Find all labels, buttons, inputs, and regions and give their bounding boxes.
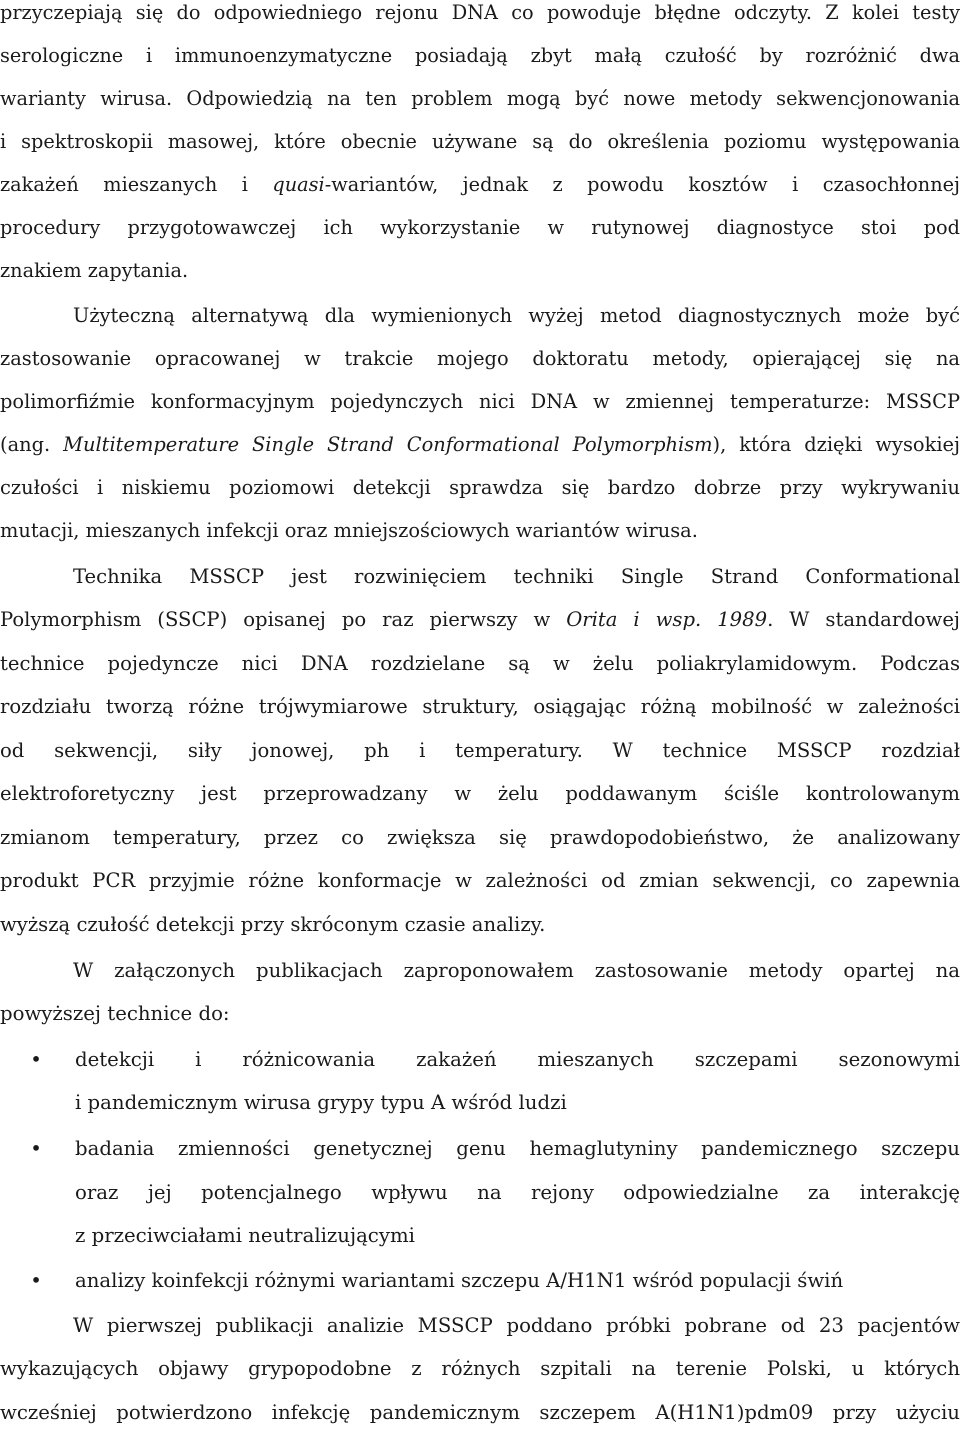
text-line — [0, 1306, 960, 1346]
text-line — [0, 818, 960, 858]
text-segment: wcześniej potwierdzono infekcję pandemicznym szczepem A(H1N1)pdm09 przy użyciu — [0, 1401, 960, 1424]
text-line — [0, 0, 960, 33]
italic-text: Orita i wsp. 1989 — [566, 608, 768, 631]
text-line — [0, 687, 960, 727]
text-line — [0, 951, 960, 991]
italic-text: quasi — [272, 173, 325, 196]
bullet-icon: • — [30, 1048, 42, 1071]
text-segment: polimorfiźmie konformacyjnym pojedynczych nici DNA w zmiennej temperaturze: MSSCP — [0, 390, 960, 413]
text-line — [0, 774, 960, 814]
text-line — [0, 994, 960, 1034]
text-segment: procedury przygotowawczej ich wykorzystanie w rutynowej diagnostyce stoi pod — [0, 216, 960, 239]
text-line — [0, 644, 960, 684]
text-segment: od sekwencji, siły jonowej, ph i temperatury. W technice MSSCP rozdział — [0, 739, 960, 762]
text-line — [0, 1393, 960, 1433]
text-line — [0, 731, 960, 771]
text-line — [0, 600, 960, 640]
text-line — [0, 382, 960, 422]
text-segment: . W standardowej — [767, 608, 960, 631]
text-segment: i pandemicznym wirusa grypy typu A wśród ludzi — [75, 1091, 567, 1114]
text-segment: analizy koinfekcji różnymi wariantami szczepu A/H1N1 wśród populacji świń — [75, 1269, 844, 1292]
text-segment: zmianom temperatury, przez co zwiększa się prawdopodobieństwo, że analizowany — [0, 826, 960, 849]
text-segment: -wariantów, jednak z powodu kosztów i czasochłonnej — [324, 173, 960, 196]
text-segment: badania zmienności genetycznej genu hemaglutyniny pandemicznego szczepu — [75, 1137, 960, 1160]
text-segment: mutacji, mieszanych infekcji oraz mniejszościowych wariantów wirusa. — [0, 519, 698, 542]
text-line — [0, 905, 960, 945]
text-segment: Polymorphism (SSCP) opisanej po raz pierwszy w — [0, 608, 567, 631]
bullet-icon: • — [30, 1137, 42, 1160]
text-segment: W załączonych publikacjach zaproponowałem zastosowanie metody opartej na — [73, 959, 960, 982]
text-segment: i spektroskopii masowej, które obecnie używane są do określenia poziomu występowania — [0, 130, 960, 153]
text-segment: elektroforetyczny jest przeprowadzany w żelu poddawanym ściśle kontrolowanym — [0, 782, 960, 805]
text-line — [0, 296, 960, 336]
text-segment: detekcji i różnicowania zakażeń mieszanych szczepami sezonowymi — [75, 1048, 960, 1071]
text-segment: warianty wirusa. Odpowiedzią na ten problem mogą być nowe metody sekwencjonowania — [0, 87, 960, 110]
text-segment: znakiem zapytania. — [0, 259, 189, 282]
list-item-text — [75, 1261, 960, 1301]
text-line — [0, 468, 960, 508]
text-segment: ), która dzięki wysokiej — [712, 433, 960, 456]
text-line — [0, 36, 960, 76]
text-segment: czułości i niskiemu poziomowi detekcji sprawdza się bardzo dobrze przy wykrywaniu — [0, 476, 960, 499]
text-segment: oraz jej potencjalnego wpływu na rejony odpowiedzialne za interakcję — [75, 1181, 960, 1204]
text-segment: technice pojedyncze nici DNA rozdzielane są w żelu poliakrylamidowym. Podczas — [0, 652, 960, 675]
text-line — [0, 557, 960, 597]
text-line — [0, 122, 960, 162]
text-segment: powyższej technice do: — [0, 1002, 230, 1025]
italic-text: Multitemperature Single Strand Conformational Polymorphism — [63, 433, 713, 456]
text-line — [0, 165, 960, 205]
text-segment: (ang. — [0, 433, 64, 456]
list-item-text — [75, 1083, 960, 1123]
text-segment: zakażeń mieszanych i — [0, 173, 273, 196]
text-segment: W pierwszej publikacji analizie MSSCP poddano próbki pobrane od 23 pacjentów — [73, 1314, 960, 1337]
text-segment: wyższą czułość detekcji przy skróconym czasie analizy. — [0, 913, 546, 936]
text-line — [0, 861, 960, 901]
bullet-icon: • — [30, 1269, 42, 1292]
text-segment: przyczepiają się do odpowiedniego rejonu DNA co powoduje błędne odczyty. Z kolei testy — [0, 1, 960, 24]
text-segment: Użyteczną alternatywą dla wymienionych wyżej metod diagnostycznych może być — [73, 304, 960, 327]
text-line — [0, 425, 960, 465]
list-item-text — [75, 1129, 960, 1169]
text-line — [0, 208, 960, 248]
text-segment: z przeciwciałami neutralizującymi — [75, 1224, 415, 1247]
text-line — [0, 511, 960, 551]
text-segment: zastosowanie opracowanej w trakcie mojego doktoratu metody, opierającej się na — [0, 347, 960, 370]
text-line — [0, 339, 960, 379]
text-line — [0, 251, 960, 291]
text-line — [0, 79, 960, 119]
list-item-text — [75, 1216, 960, 1256]
text-segment: Technika MSSCP jest rozwinięciem techniki Single Strand Conformational — [73, 565, 960, 588]
list-item-text — [75, 1173, 960, 1213]
text-segment: wykazujących objawy grypopodobne z różnych szpitali na terenie Polski, u których — [0, 1357, 960, 1380]
text-segment: rozdziału tworzą różne trójwymiarowe struktury, osiągając różną mobilność w zależności — [0, 695, 960, 718]
text-segment: produkt PCR przyjmie różne konformacje w zależności od zmian sekwencji, co zapewnia — [0, 869, 960, 892]
text-segment: serologiczne i immunoenzymatyczne posiadają zbyt małą czułość by rozróżnić dwa — [0, 44, 960, 67]
text-line — [0, 1349, 960, 1389]
list-item-text — [75, 1040, 960, 1080]
